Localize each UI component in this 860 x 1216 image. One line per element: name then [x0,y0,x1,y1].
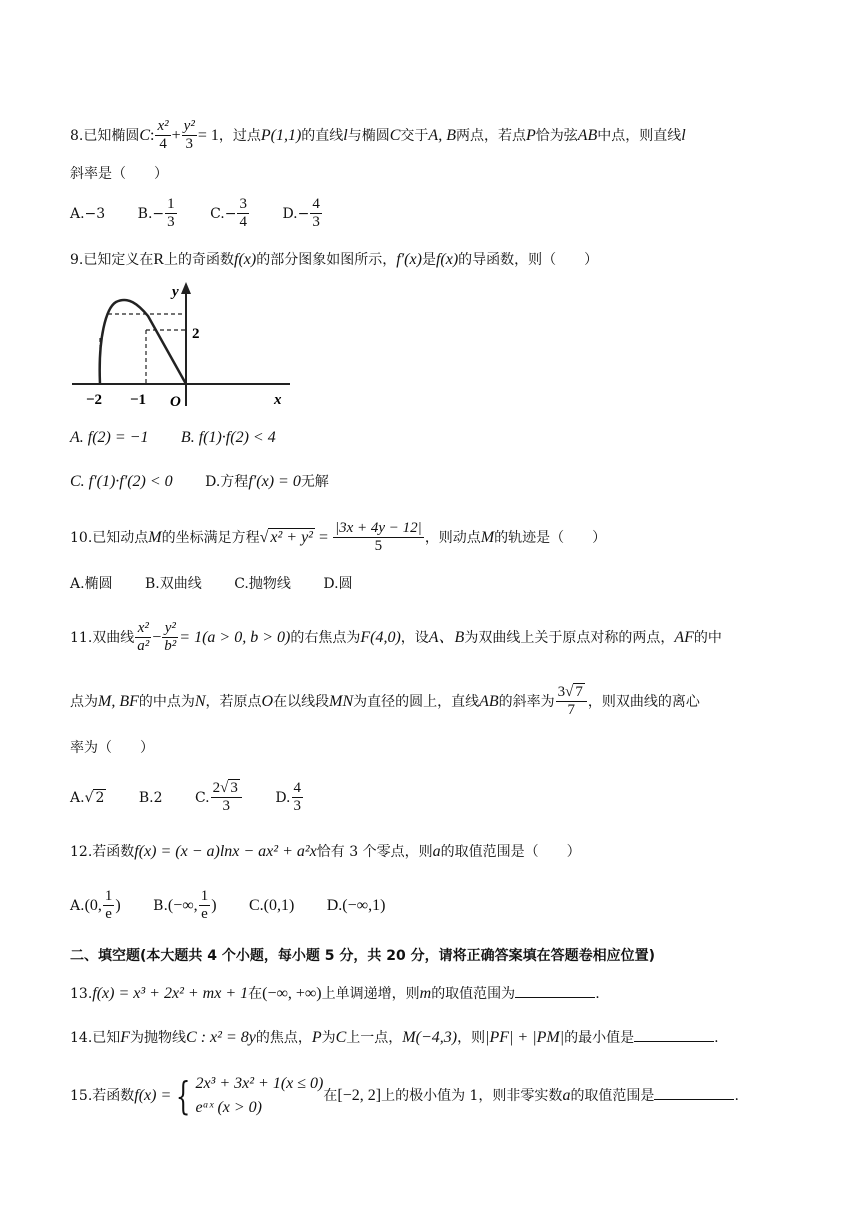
section-2-heading: 二、填空题(本大题共 4 个小题，每小题 5 分，共 20 分，请将正确答案填在答题卷相应位置) [70,948,656,964]
q12-options [70,888,800,924]
q8-frac-x: $\frac{\text{x²}}{4}$ [157,118,169,153]
q9-option-a: A. f(2) = −1 [70,429,149,446]
question-15: 15.若函数f(x) = { 2x³ + 3x² + 1(x ≤ 0) eᵃˣ (x > 0) 在[−2, 2]上的极小值为 1，则非零实数a的取值范围是 . [70,1074,739,1118]
origin-label: O [170,394,181,410]
q8-frac-y: $\frac{\text{y²}}{3}$ [183,118,195,153]
q9-options-row1 [70,428,800,447]
q9-option-c: C. f′(1)·f′(2) < 0 [70,473,173,490]
function-curve [100,300,186,384]
q9-option-d: D.方程f′(x) = 0无解 [205,473,329,490]
tick-label-neg1: −1 [130,392,147,408]
q10-options [70,576,800,593]
q10-rhs-frac: $\frac{|3x + 4y - 12|}{5}$ [335,520,422,555]
q8-colon: : [150,126,155,144]
q12-option-d: D.(−∞,1) [326,896,386,914]
q11-slope-frac: $\frac{3√ 7}{7}$ [556,684,587,720]
tick-label-2: 2 [192,326,200,342]
q14-answer-blank[interactable] [634,1029,714,1042]
q11-option-d: D. $\frac{4}{3}$ [275,780,302,815]
q12-option-c: C.(0,1) [248,896,295,914]
y-axis-label: y [172,284,179,300]
question-10: 10.已知动点M的坐标满足方程√ x² + y² = $\frac{|3x + 4y - 12|}{5}$ ，则动点M的轨迹是（ ） [70,520,607,555]
piecewise-cases: 2x³ + 3x² + 1(x ≤ 0) eᵃˣ (x > 0) [195,1075,324,1116]
tick-label-neg2: −2 [86,392,103,408]
question-11: 11.双曲线 $\frac{\text{x²}}{\text{a²}}$ − $\frac{\text{y²}}{\text{b²}}$ = 1(a > 0, b > 0)的右焦点为F(4,0)，设A、B为双曲线上关于原点对称的两点，AF的中 [70,620,722,655]
q10-option-b: B.双曲线 [145,576,202,592]
q11-line2: 点为M, BF的中点为N，若原点O在以线段MN为直径的圆上，直线AB的斜率为 $\frac{3√ 7}{7}$ ，则双曲线的离心 [70,684,700,719]
q8-option-b: B.− $\frac{1}{3}$ [137,196,175,231]
q11-option-c: C. $\frac{2√ 3}{3}$ [195,780,243,816]
q13-answer-blank[interactable] [515,985,595,998]
question-9: 9.已知定义在R上的奇函数f(x)的部分图象如图所示，f′(x)是f(x)的导函数，则（ ） [70,251,599,268]
question-14: 14.已知F为抛物线C : x² = 8y的焦点，P为C上一点，M(−4,3)，则|PF| + |PM|的最小值是 . [70,1029,719,1046]
q8-option-a: A.−3 [70,205,106,222]
q10-option-c: C.抛物线 [234,576,291,592]
q8-lead: 8.已知椭圆 [70,127,140,144]
q12-option-a: A.(0, $\frac{1}{e}$ ) [70,888,121,923]
q8-line2: 斜率是（ ） [70,166,168,182]
q11-option-b: B.2 [138,789,163,806]
q8-ellipse-c: C [139,126,151,144]
q9-function-graph [68,278,300,412]
q8-option-c: C.− $\frac{3}{4}$ [210,196,247,231]
q15-answer-blank[interactable] [654,1087,734,1100]
y-axis-arrow-icon [181,282,191,294]
q8-option-d: D.− $\frac{4}{3}$ [282,196,320,231]
q10-option-a: A.椭圆 [70,576,113,592]
q10-option-d: D.圆 [323,576,353,592]
question-8: 8.已知椭圆C: $\frac{\text{x²}}{4}$ + $\frac{\text{y²}}{3}$ = 1，过点P(1,1)的直线l与椭圆C交于A, B两点，若点P恰为弦AB中点，则直线l [70,118,686,153]
q11-line3: 率为（ ） [70,740,154,756]
q8-options [70,196,800,232]
question-13: 13.f(x) = x³ + 2x² + mx + 1在(−∞, +∞)上单调递增，则m的取值范围为 . [70,985,600,1002]
q9-option-b: B. f(1)·f(2) < 4 [180,429,276,446]
q12-option-b: B.(−∞, $\frac{1}{e}$ ) [153,888,217,923]
x-axis-label: x [274,392,282,408]
question-12: 12.若函数f(x) = (x − a)lnx − ax² + a²x恰有 3 个零点，则a的取值范围是（ ） [70,843,581,860]
q11-option-a: A.√ 2 [70,789,105,806]
q11-options [70,780,800,816]
q9-options-row2 [70,472,800,491]
piecewise-brace: { [176,1074,191,1118]
